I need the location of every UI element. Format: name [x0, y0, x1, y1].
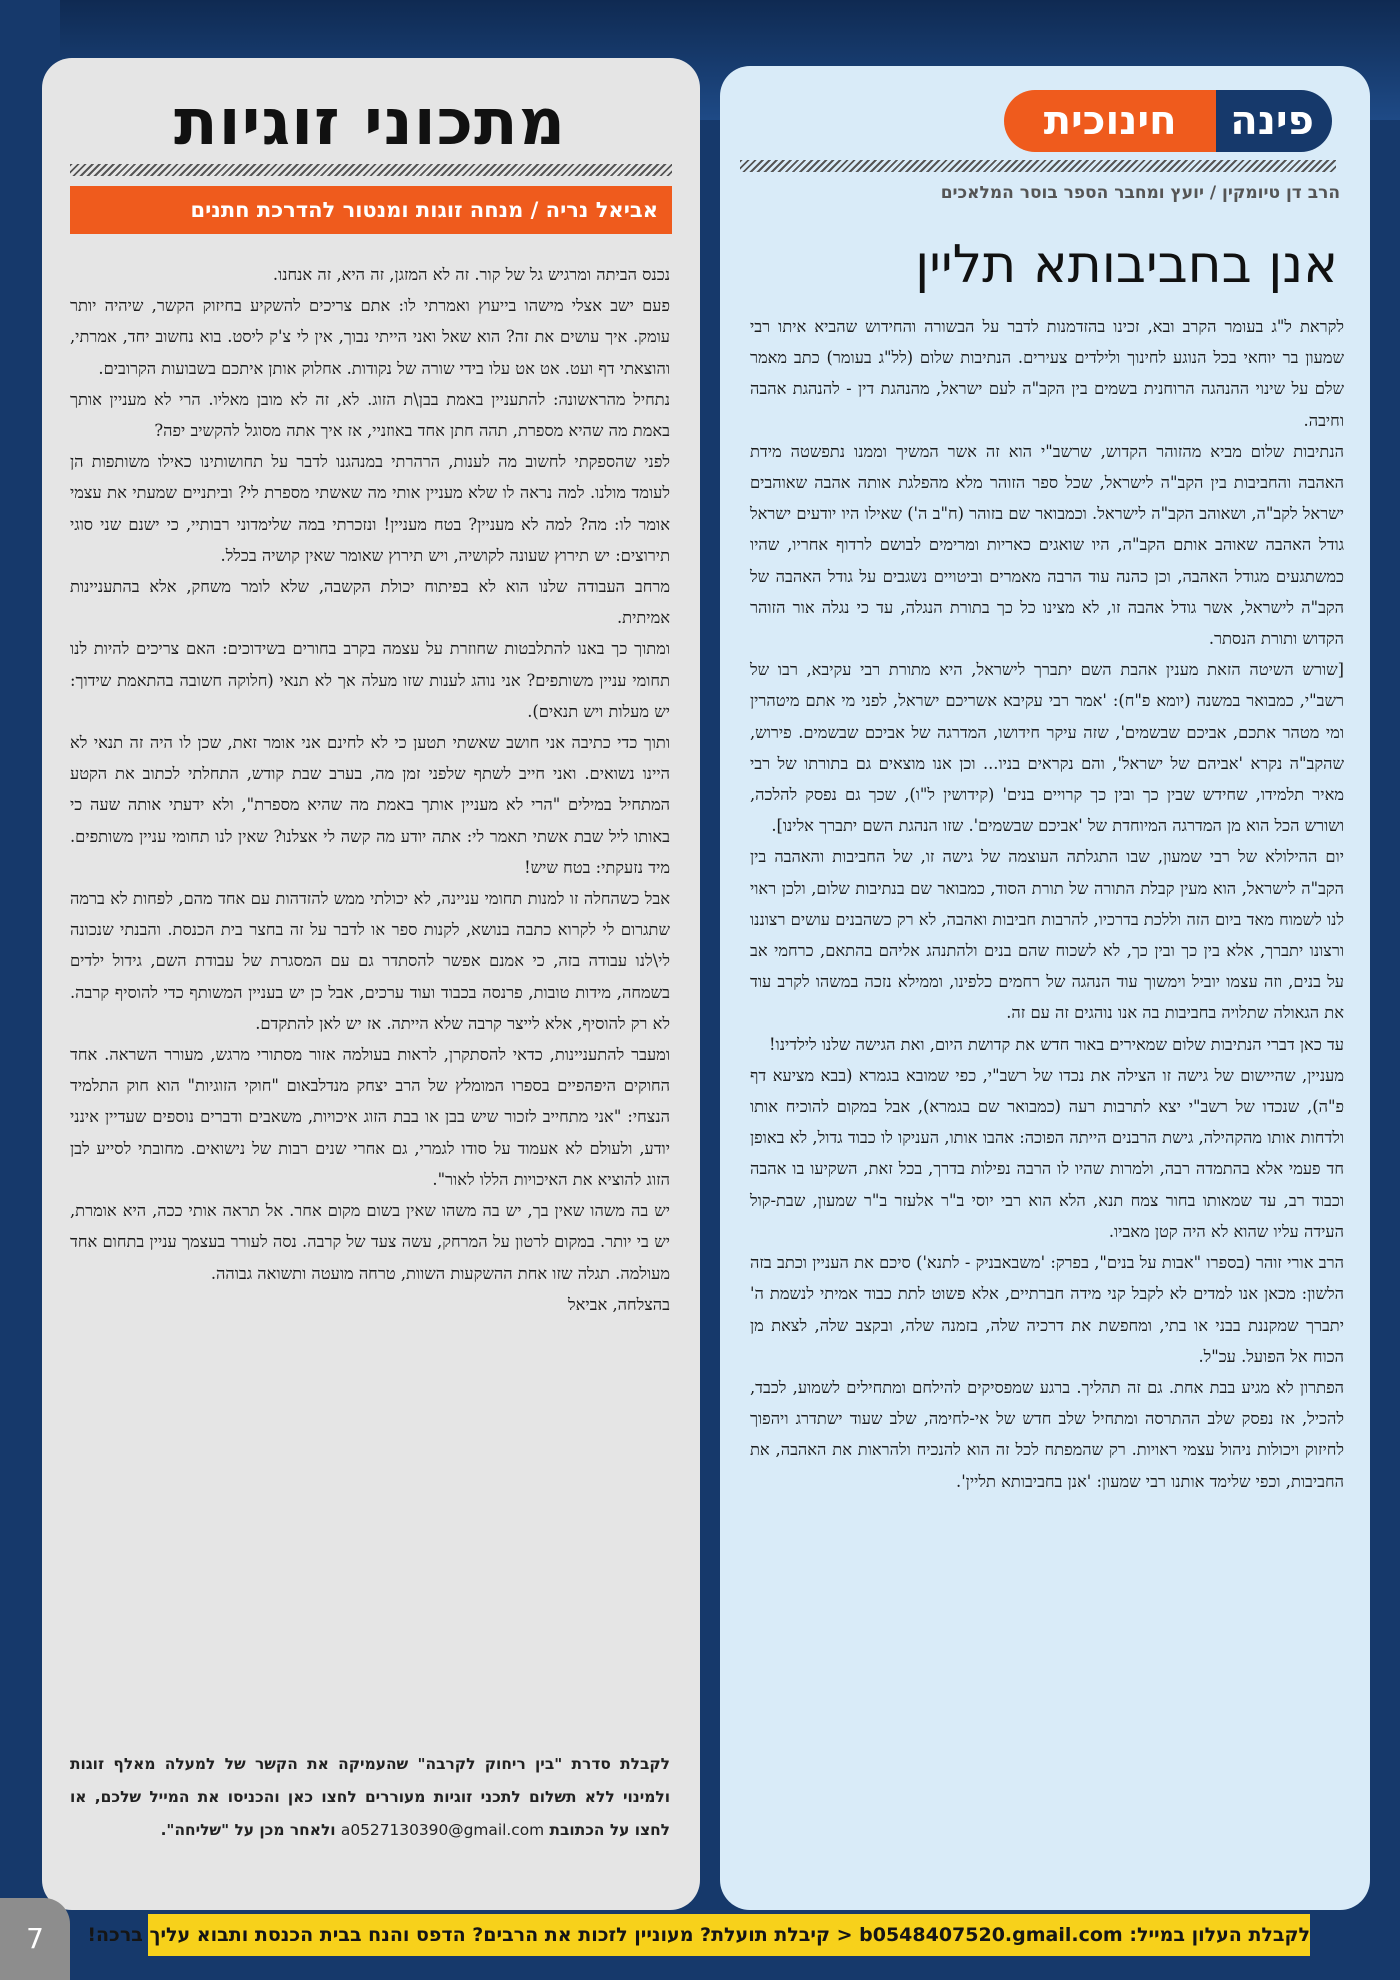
note-text: לקבלת סדרת "בין ריחוק לקרבה" שהעמיקה את הקשר של למעלה מאלף זוגות ולמינוי ללא תשלום לתכני זוגיות מעוררים לחצו כאן והכניסו את המייל שלכם, או לחצו על הכתובת — [70, 1755, 670, 1839]
left-divider — [70, 164, 672, 176]
section-badge — [1004, 90, 1332, 152]
note-text-end: ולאחר מכן על "שליחה". — [160, 1821, 336, 1839]
right-author-byline: הרב דן טיומקין / יועץ ומחבר הספר בוסר המלאכים — [940, 183, 1340, 203]
paragraph: יום ההילולא של רבי שמעון, שבו התגלתה העוצמה של גישה זו, של החביבות והאהבה בין הקב"ה לישראל, הוא מעין קבלת התורה של תורת הסוד, כמבואר שם בנתיבות שלום, ולכן ראוי לנו לשמוח מאד ביום הזה וללכת בדרכיו, להרבות חביבות ואהבה, לא רק כשהבנים עושים רצוננו ורצונו יתברך, אלא בין כך ובין כך, לא לשכוח שהם בנים ולהתנהג אליהם בהתאם, כרחמי אב על בנים, וזה עצמו יוביל וימשוך עוד הנהגה של רחמים כלפינו, וממילא נזכה במשהו לקרב עוד את הגאולה שתלויה בחביבות בה אנו נוהגים זה עם זה. — [750, 847, 1344, 1023]
right-article-title: אנן בחביבותא תליין — [915, 235, 1338, 295]
paragraph: אבל כשהחלה זו למנות תחומי עניינה, לא יכולתי ממש להזדהות עם אחד מהם, לפחות לא ברמה שתגרום לי לקרוא כתבה בנושא, לקנות ספר או לדבר על זה בחצר בית הכנסת. והבנתי שנכונה לי\לנו עבודה בזה, כי אמנם אפשר להסתדר גם עם המסגרת של עבודת השם, גידול ילדים בשמחה, מידות טובות, פרנסה בכבוד ועוד ערכים, אבל כן יש בעניין המשותף כדי להוסיף קרבה. לא רק להוסיף, אלא לייצר קרבה שלא הייתה. אז יש לאן להתקדם. — [70, 889, 670, 1033]
paragraph: הנתיבות שלום מביא מהזוהר הקדוש, שרשב"י הוא זה אשר המשיך וממנו נתפשטה מידת האהבה והחביבות בין הקב"ה לישראל, שכל ספר הזוהר מלא מהפלגת אותה אהבה שאוהבים ישראל לקב"ה, ושאוהב הקב"ה לישראל. וכמבואר שם בזוהר (ח"ב ה') שאילו היו יודעים ישראל גודל האהבה שאוהב אותם הקב"ה, היו שואגים כאריות ומרימים לבושם לרדוף אחריו, שהיו כמשתגעים מגודל האהבה, וכן כהנה עוד הרבה מאמרים וביטויים נשגבים על גודל האהבה של הקב"ה לישראל, אשר גודל אהבה זו, לא מצינו כל כך בתורת הנגלה, עד כי נגלה אור הזוהר הקדוש ותורת הנסתר. — [750, 441, 1344, 649]
left-author-banner: אביאל נריה / מנחה זוגות ומנטור להדרכת חתנים — [70, 186, 672, 234]
paragraph: לפני שהספקתי לחשוב מה לענות, הרהרתי במנהגנו לדבר על תחושותינו כאילו משותפות הן לעומד מולנו. למה נראה לו שלא מעניין אותי מה שאשתי מספרת לי? וביתניים שמעתי את עצמי אומר לו: מה? למה לא מעניין? בטח מעניין! ונזכרתי במה שלימדוני רבותיי, כי ישנם שני סוגי תירוצים: יש תירוץ שעונה לקושיה, ויש תירוץ שאומר שאין קושיה בכלל. — [70, 452, 670, 565]
paragraph: ותוך כדי כתיבה אני חושב שאשתי תטען כי לא לחינם אני אומר זאת, שכן לו היה זה תנאי לא היינו נשואים. ואני חייב לשתף שלפני זמן מה, בערב שבת קודש, התחלתי לכתוב את הקטע המתחיל במילים "הרי לא מעניין אותך באמת מה שהיא מספרת", ולא ידעתי אותה שעה כי באותו ליל שבת אשתי תאמר לי: אתה יודע מה קשה לי אצלנו? שאין לנו תחומי עניין משותפים. מיד נזעקתי: בטח שיש! — [70, 733, 670, 877]
right-article-body — [750, 311, 1344, 1497]
paragraph: ומעבר להתעניינות, כדאי להסתקרן, לראות בעולמה אזור מסתורי מרגש, מעורר השראה. אחד החוקים היפהפיים בספרו המומלץ של הרב יצחק מנדלבאום "חוקי הזוגיות" הוא חוק התלמיד הנצחי: "אני מתחייב לזכור שיש בבן או בבת הזוג איכויות, משאבים ודברים נוספים שעדיין אינני יודע, ולעולם לא אעמוד על סודו לגמרי, גם אחרי שנים רבות של נישואים. מחובתי לסייע לבן הזוג להוציא את האיכויות הללו לאור". — [70, 1045, 670, 1189]
paragraph: נכנס הביתה ומרגיש גל של קור. זה לא המזגן, זה היא, זה אנחנו. — [272, 265, 670, 284]
sign-off: בהצלחה, אביאל — [568, 1294, 670, 1314]
paragraph: לקראת ל"ג בעומר הקרב ובא, זכינו בהזדמנות לדבר על הבשורה והחידוש שהביא איתו רבי שמעון בר יוחאי בכל הנוגע לחינוך ולילדים צעירים. הנתיבות שלום (לל"ג בעומר) כתב מאמר שלם על שינוי ההנהגה הרוחנית בשמים בין הקב"ה לעם ישראל, מהנהגת דין - להנהגת אהבה וחיבה. — [750, 317, 1344, 430]
bottom-banner: לקבלת העלון במייל: b0548407520.gmail.com < קיבלת תועלת? מעוניין לזכות את הרבים? הדפס והנח בבית הכנסת ותבוא עליך ברכה! — [148, 1914, 1310, 1956]
right-divider — [740, 160, 1336, 172]
page-number: 7 — [0, 1898, 70, 1980]
left-article-title: מתכוני זוגיות — [173, 86, 567, 160]
subscription-note — [70, 1748, 670, 1847]
paragraph: הפתרון לא מגיע בבת אחת. גם זה תהליך. ברגע שמפסיקים להילחם ומתחילים לשמוע, לכבד, להכיל, אז נפסק שלב ההתרסה ומתחיל שלב חדש של אי-לחימה, שלב שעוד ישתדרג ויהפוך לחיזוק ויכולות ניהול עצמי ראויות. רק שהמפתח לכל זה הוא להנכיח ולהראות את האהבה, את החביבות, וכפי שלימד אותנו רבי שמעון: 'אנן בחביבותא תליין'. — [750, 1377, 1344, 1491]
paragraph: מרחב העבודה שלנו הוא לא בפיתוח יכולת הקשבה, שלא לומר משחק, אלא בהתעניינות אמיתית. — [70, 577, 670, 628]
paragraph: מעניין, שהיישום של גישה זו הצילה את נכדו של רשב"י, כפי שמובא בגמרא (בבא מציעא דף פ"ה), שנכדו של רשב"י יצא לתרבות רעה (כמבואר שם בגמרא), אבל במקום להוכיח אותו ולדחות אותו מהקהילה, גישת הרבנים הייתה הפוכה: אהבו אותו, העניקו לו כבוד גדול, לא באופן חד פעמי אלא בהתמדה רבה, ולמרות שהיו לו הרבה נפילות בדרך, בכל זאת, השקיעו בו אהבה וכבוד רב, עד שמאותו בחור צמח תנא, הלא הוא רבי יוסי ב"ר אלעזר ב"ר שמעון, שבת-קול העידה עליו שהוא לא היה קטן מאביו. — [750, 1065, 1344, 1241]
paragraph: עד כאן דברי הנתיבות שלום שמאירים באור חדש את קדושת היום, ואת הגישה שלנו לילדינו! — [769, 1034, 1344, 1054]
badge-word-1: פינה — [1216, 90, 1332, 152]
paragraph: ומתוך כך באנו להתלבטות שחוזרת על עצמה בקרב בחורים בשידוכים: האם צריכים להיות לנו תחומי עניין משותפים? אני נוהג לענות שזו מעלה אך לא תנאי (חלוקה חשובה בהתאמת שידוך: יש מעלות ויש תנאים). — [70, 639, 670, 721]
paragraph: נתחיל מהראשונה: להתעניין באמת בבן\ת הזוג. לא, זה לא מובן מאליו. הרי לא מעניין אותך באמת מה שהיא מספרת, תהה חתן אחד באוזניי, אז איך אתה מסוגל להקשיב יפה? — [70, 389, 670, 441]
email-link[interactable]: a0527130390@gmail.com — [340, 1821, 545, 1839]
badge-word-2: חינוכית — [1004, 90, 1216, 152]
paragraph: הרב אורי זוהר (בספרו "אבות על בנים", בפרק: 'משבאבניק - לתנא') סיכם את העניין וכתב בזה הלשון: מכאן אנו למדים לא לקבל קני מידה חברתיים, אלא פשוט לתת כבוד אמיתי לנשמת ה' יתברך שמקננת בבני או בתי, ומחפשת את דרכיה שלה, בזמנה שלה, ובקצב שלה, לצאת מן הכוח אל הפועל. עכ"ל. — [750, 1253, 1344, 1366]
paragraph: יש בה משהו שאין בך, יש בה משהו שאין בשום מקום אחר. אל תראה אותי ככה, היא אומרת, יש בי יותר. במקום לרטון על המרחק, עשה צעד של קרבה. נסה לעורר בעצמך עניין בתחום אחד מעולמה. תגלה שזו אחת ההשקעות השוות, טרחה מועטה ותשואה גבוהה. — [70, 1201, 670, 1283]
paragraph: [שורש השיטה הזאת מענין אהבת השם יתברך לישראל, היא מתורת רבי עקיבא, רבו של רשב"י, כמבואר במשנה (יומא פ"ח): 'אמר רבי עקיבא אשריכם ישראל, לפני מי אתם מיטהרין ומי מטהר אתכם, אביכם שבשמים', שזה עיקר חידושו, המדרגה של אביכם שבשמים. פירוש, שהקב"ה נקרא 'אביהם של ישראל', והם נקראים בניו... וכן אנו מוצאים גם בתורתו של רבי מאיר תלמידו, שחידש שבין כך ובין כך קרויים בנים' (קידושין ל"ו), שכך גם נפסק להלכה, ושורש הכל הוא מן המדרגה המיוחדת של 'אביכם שבשמים'. שזו הנהגת השם יתברך אלינו]. — [750, 660, 1344, 836]
left-article-body — [70, 259, 670, 1320]
paragraph: פעם ישב אצלי מישהו בייעוץ ואמרתי לו: אתם צריכים להשקיע בחיזוק הקשר, שיהיה יותר עומק. איך עושים את זה? הוא שאל ואני הייתי נבוך, אין לי צ'ק ליסט. בוא נחשוב יחד, אמרתי, והוצאתי דף ועט. אט אט עלו בידי שורה של נקודות. אחלוק אותן איתכם בשבועות הקרובים. — [70, 296, 670, 378]
